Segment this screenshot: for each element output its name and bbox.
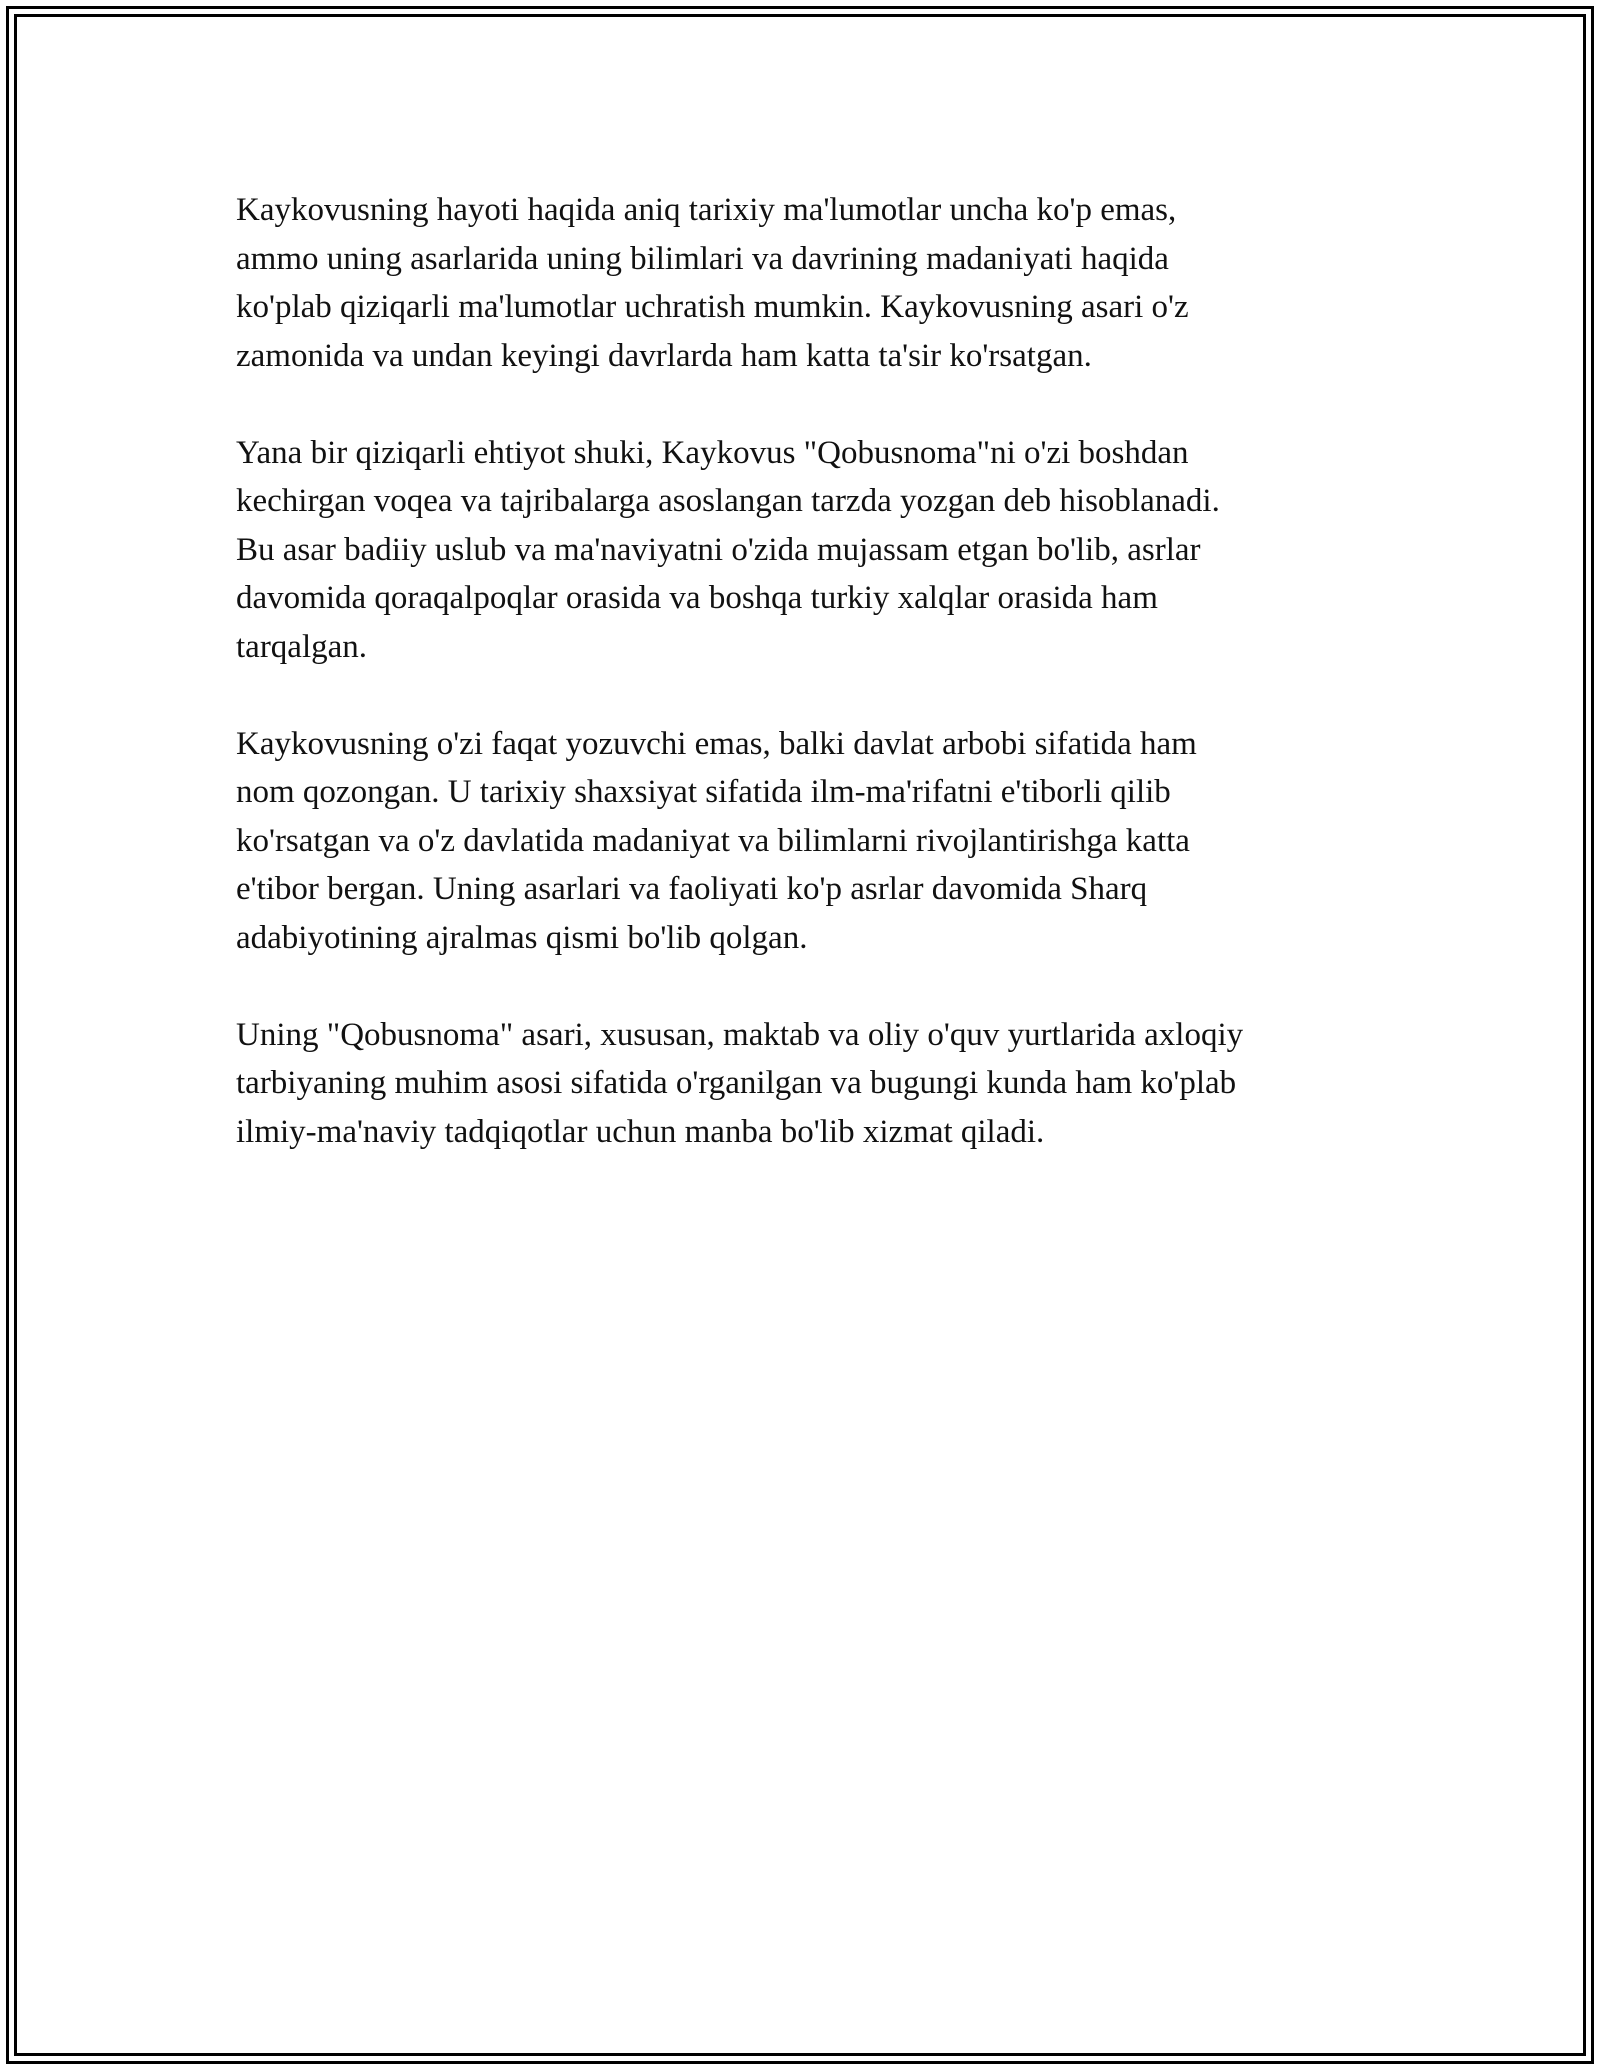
document-body xyxy=(236,186,1366,1205)
paragraph-3 xyxy=(236,720,1366,963)
text-line: Bu asar badiiy uslub va ma'naviyatni o'zida mujassam etgan bo'lib, asrlar xyxy=(236,531,1201,568)
text-line: ilmiy-ma'naviy tadqiqotlar uchun manba bo'lib xizmat qiladi. xyxy=(236,1113,1045,1150)
text-line: Uning "Qobusnoma" asari, xususan, maktab va oliy o'quv yurtlarida axloqiy xyxy=(236,1016,1244,1053)
text-line: davomida qoraqalpoqlar orasida va boshqa turkiy xalqlar orasida ham xyxy=(236,580,1158,616)
text-line: tarqalgan. xyxy=(236,628,368,665)
paragraph-4 xyxy=(236,1011,1366,1157)
text-line: zamonida va undan keyingi davrlarda ham katta ta'sir ko'rsatgan. xyxy=(236,337,1092,374)
text-line: adabiyotining ajralmas qismi bo'lib qolgan. xyxy=(236,919,808,956)
text-line: ko'plab qiziqarli ma'lumotlar uchratish mumkin. Kaykovusning asari o'z xyxy=(236,289,1189,325)
text-line: nom qozongan. U tarixiy shaxsiyat sifatida ilm-ma'rifatni e'tiborli qilib xyxy=(236,774,1171,810)
text-line: tarbiyaning muhim asosi sifatida o'rganilgan va bugungi kunda ham ko'plab xyxy=(236,1065,1237,1101)
text-line: kechirgan voqea va tajribalarga asoslangan tarzda yozgan deb hisoblanadi. xyxy=(236,483,1220,519)
text-line: e'tibor bergan. Uning asarlari va faoliyati ko'p asrlar davomida Sharq xyxy=(236,871,1148,907)
text-line: Kaykovusning hayoti haqida aniq tarixiy ma'lumotlar uncha ko'p emas, xyxy=(236,192,1177,228)
text-line: Kaykovusning o'zi faqat yozuvchi emas, balki davlat arbobi sifatida ham xyxy=(236,725,1197,762)
paragraph-2 xyxy=(236,429,1366,672)
text-line: ko'rsatgan va o'z davlatida madaniyat va bilimlarni rivojlantirishga katta xyxy=(236,822,1190,859)
text-line: Yana bir qiziqarli ehtiyot shuki, Kaykovus "Qobusnoma"ni o'zi boshdan xyxy=(236,434,1189,471)
text-line: ammo uning asarlarida uning bilimlari va davrining madaniyati haqida xyxy=(236,240,1169,277)
paragraph-1 xyxy=(236,186,1366,380)
